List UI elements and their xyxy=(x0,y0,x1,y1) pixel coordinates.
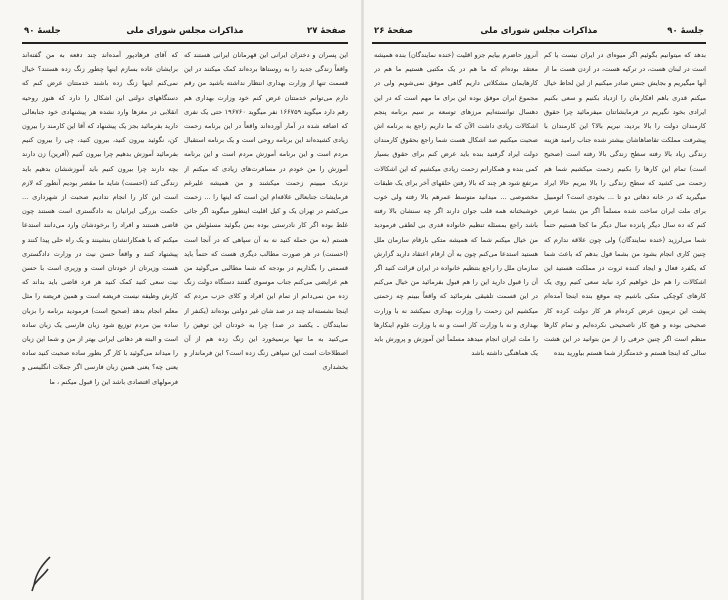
page-number: صفحهٔ ۲۶ xyxy=(374,26,413,36)
text-column-left xyxy=(374,48,538,528)
header-rule xyxy=(372,42,706,44)
page-number: صفحهٔ ۲۷ xyxy=(307,26,346,36)
right-page xyxy=(364,0,728,600)
column-text: که آقای فرهادپور آمده‌اند چند دفعه به من گفته‌اند برایشان عاده بسازم اینها چطور زنگ زده هستند؟ خیال نمی‌کنم اینها زنگ زده باشند خدمتتان عرض کنم که دستگاههای دولتی این اشکال را دارد که هنوز روحیه انقلابی در مغزها وارد نشده هر پیشنهادی خود جنابعالی دارید بفرمائید بجز یک پیشنهاد که آقا این کارمند را بیرون کن، نگوئید بیرون کنید، بیرون کنید، چی را بیرون کنیم بفرمائید آموزش بدهیم چرا بیرون کنیم (آفرین) زن دارند بچه دارند چرا بیرون کنیم باید آموزششان بدهیم باید زندگی کند (احسنت) شاید ما مقصر بودیم آنطور که لازم است این کار را انجام ندادیم صحبت از شهرداری ... حکمت بزرگی ایرانیان به دادگستری است هستند چون قاضی هستند و افراد را برخودشان وارد می‌دانند استدعا میکنم که با همکارانشان بنشینند و یک راه حلی پیدا کنند و پیشنهاد کنند و واقعاً حسن نیت در وزارت دادگستری هست وزیرتان از خودتان است و وزیری است با حسن نیت سعی کنید کمک کنید هر فرد قاضی باید بداند که کارش وظیفه نیست فریضه است و همین فریضه را مثل معلم انجام بدهد (صحیح است) فرمودید برنامه را بزبان ساده بین مردم توزیع شود زبان فارسی یک زبان ساده است و البته هر دهاتی ایرانی بهتر از من و شما این زبان را میداند می‌گوئید با کار گر بطور ساده صحبت کنید ساده یعنی چه؟ یعنی همین زبان فارسی اگر جملات انگلیسی و فرمولهای اقتصادی باشد این را قبول میکنم ، ما xyxy=(22,51,178,386)
column-text: آنروز حاضرم بیایم جزو اقلیت (خنده نمایندگان) بنده همیشه معتقد بوده‌ام که ما هم در یک مکتبی هستیم ما هم در کارهایمان مشکلاتی داریم گاهی موفق نمی‌شویم ولی در مجموع ایران موفق بوده این برای ما مهم است که در این دهسال توانسته‌ایم مرزهای توسعه بر سیم برنامه پنجم اشکالات زیادی داشت الآن که ما داریم راجع به برنامه اش صحبت میکنیم صد اشکال هست شما راجع بحقوق کارمندان دولت ایراد گرفتید بنده باید عرض کنم برای حقوق بسیار کمی بنده و همکارانم زحمت زیادی میکشیم که این اشکالات مرتفع شود هر چند که بالا رفتن حلقهای آخر برای یک طبقات مخصوصی ... میدانید متوسط عمرهم بالا رفته ولی خوب خوشبختانه همه قلب جوان دارند اگر چه سنشان بالا رفته باشد راجع بمسئله تنظیم خانواده قدری بی لطفی فرمودید من خیال میکنم شما که همیشه متکی بارقام سازمان ملل هستید استدعا می‌کنم چون به آن ارقام اعتقاد دارید گزارش سازمان ملل را راجع بتنظیم خانواده در ایران قرائت کنید اگر آن را قبول دارید این را هم قبول بفرمائید من خیال می‌کنم در این قسمت تلفیقی بفرمائید که واقعاً ببینم چه زحمتی میکشیم این زحمت را وزارت بهداری نمیکشد نه با وزارت بهداری و نه با وزارت کار است و نه با وزارت علوم اینکارها را ملت ایران انجام میدهد مسلماً این آموزش و پرورش باید یک هماهنگی داشته باشد xyxy=(374,51,538,358)
text-column-right xyxy=(184,48,348,528)
session-number: جلسهٔ ۹۰ xyxy=(24,26,61,36)
header-title: مذاکرات مجلس شورای ملی xyxy=(480,26,598,36)
page-header xyxy=(24,26,346,40)
column-text: بدهد که میتوانیم بگوئیم اگر میوه‌ای در ایران نیست یا کم است در لبنان هست، در ترکیه هست، در اردن هست ما از آنها میگیریم و بجایش جنس صادر میکنیم از این لحاظ خیال میکنم قدری باهم افکارمان را ازدیاد بکنیم و سعی بکنیم ایرادی بخود نگیریم در فرمایشاتتان میفرمائید چرا حقوق کارمندان دولت را بالا بردید، نبریم بالا؟ این کارمندان با پیشرفت مملکت تقاضاهاشان بیشتر شده جناب رامید هزینه زندگی زیاد بالا رفته سطح زندگی بالا رفته است (صحیح است) تمام این کارها را بکنیم زحمت میکشیم شما هم زحمت می کشید که سطح زندگی را بالا ببریم حالا ایراد میگیرید که در خانه دهاتی دو تا ... بخودی است؟ اتومبیل برای ملت ایران ساخت شده مسلماً اگر من بشما عرض کنم که ده سال دیگر پانزده سال دیگر ما کجا هستیم حتماً شما می‌لرزید (خنده نمایندگان) ولی چون علاقه ندارم که چنین کاری انجام بشود من بشما قول بدهم که باعث شما که یکفرد فعال و ایجاد کننده ثروت در مملکت هستید این اشکالات را هم حل خواهیم کرد نباید سعی کنیم روی یک کارهای کوچکی متکی باشیم چه موقع بنده اینجا آمده‌ام پشت این تریبون عرض کرده‌ام هر کار دولت کرده کار صحیحی بوده و هیچ کار ناصحیحی نکرده‌ایم و تمام کارها منظم است اگر چنین حرفی را از من بتوانید در این هشت سالی که اینجا هستم و خدمتگزار شما هستم بیاورید بنده xyxy=(544,51,706,358)
session-number: جلسهٔ ۹۰ xyxy=(667,26,704,36)
left-page xyxy=(0,0,362,600)
header-rule xyxy=(22,42,348,44)
column-text: این پسران و دختران ایرانی این قهرمانان ایرانی هستند که واقعاً زندگی جدید را به روستاها برده‌اند کمک میکنند در این قسمت تنها از وزارت بهداری انتظار نداشته باشید من رقم دارم می‌توانم خدمتتان عرض کنم خود وزارت بهداری هم رقم دارد میگوید ۱۶۶۷۵۹ نفر میگوید ۱۹۶۷۶۰ حتی یک نفری که اضافه شده در آمار آورده‌اند واقعاً در این برنامه زحمت زیادی کشیده‌اند این برنامه روحی است و یک برنامه استقبال مردم است و این برنامه آموزش مردم است و این برنامه آموزش را من خودم در مسافرت‌های زیادی که میکنم از نزدیک میبینم زحمت میکشند و من همیشه علیرغم فرمایشات جنابعالی علاقه‌ام این است که اینها را ... زحمت می‌کشم در تهران یک و کیل اقلیت اینطور میگوید اگر جائی غلط بوده اگر کار نادرستی بوده بمن بگوئید مسئولش من هستم (به من حمله کنید نه به آن سپاهی که در آنجا است (احسنت) در هر صورت مطالب دیگری هست که حتماً باید قسمتی را بگذاریم در بودجه که شما مطالبی می‌گوئید من هم عرایضی می‌کنم جناب موسوی گفتند دستگاه دولت زنگ زده من نمی‌دانم از تمام این افراد و کلای حزب مردم که اینجا نشسته‌اند چند در صد شان غیر دولتی بوده‌اند (یکنفر از نمایندگان ـ یکصد در صد) چرا به خودتان این توهین را می‌کنید به ما تنها برنمیخورد این زنگ زده هم از آن اصطلاحات است این سپاهی زنگ زده است؟ این فرماندار و بخشداری xyxy=(184,51,348,372)
text-column-left xyxy=(22,48,178,528)
header-title: مذاکرات مجلس شورای ملی xyxy=(126,26,244,36)
handwritten-mark-icon xyxy=(28,555,58,593)
page-header xyxy=(374,26,704,40)
text-column-right xyxy=(544,48,706,528)
